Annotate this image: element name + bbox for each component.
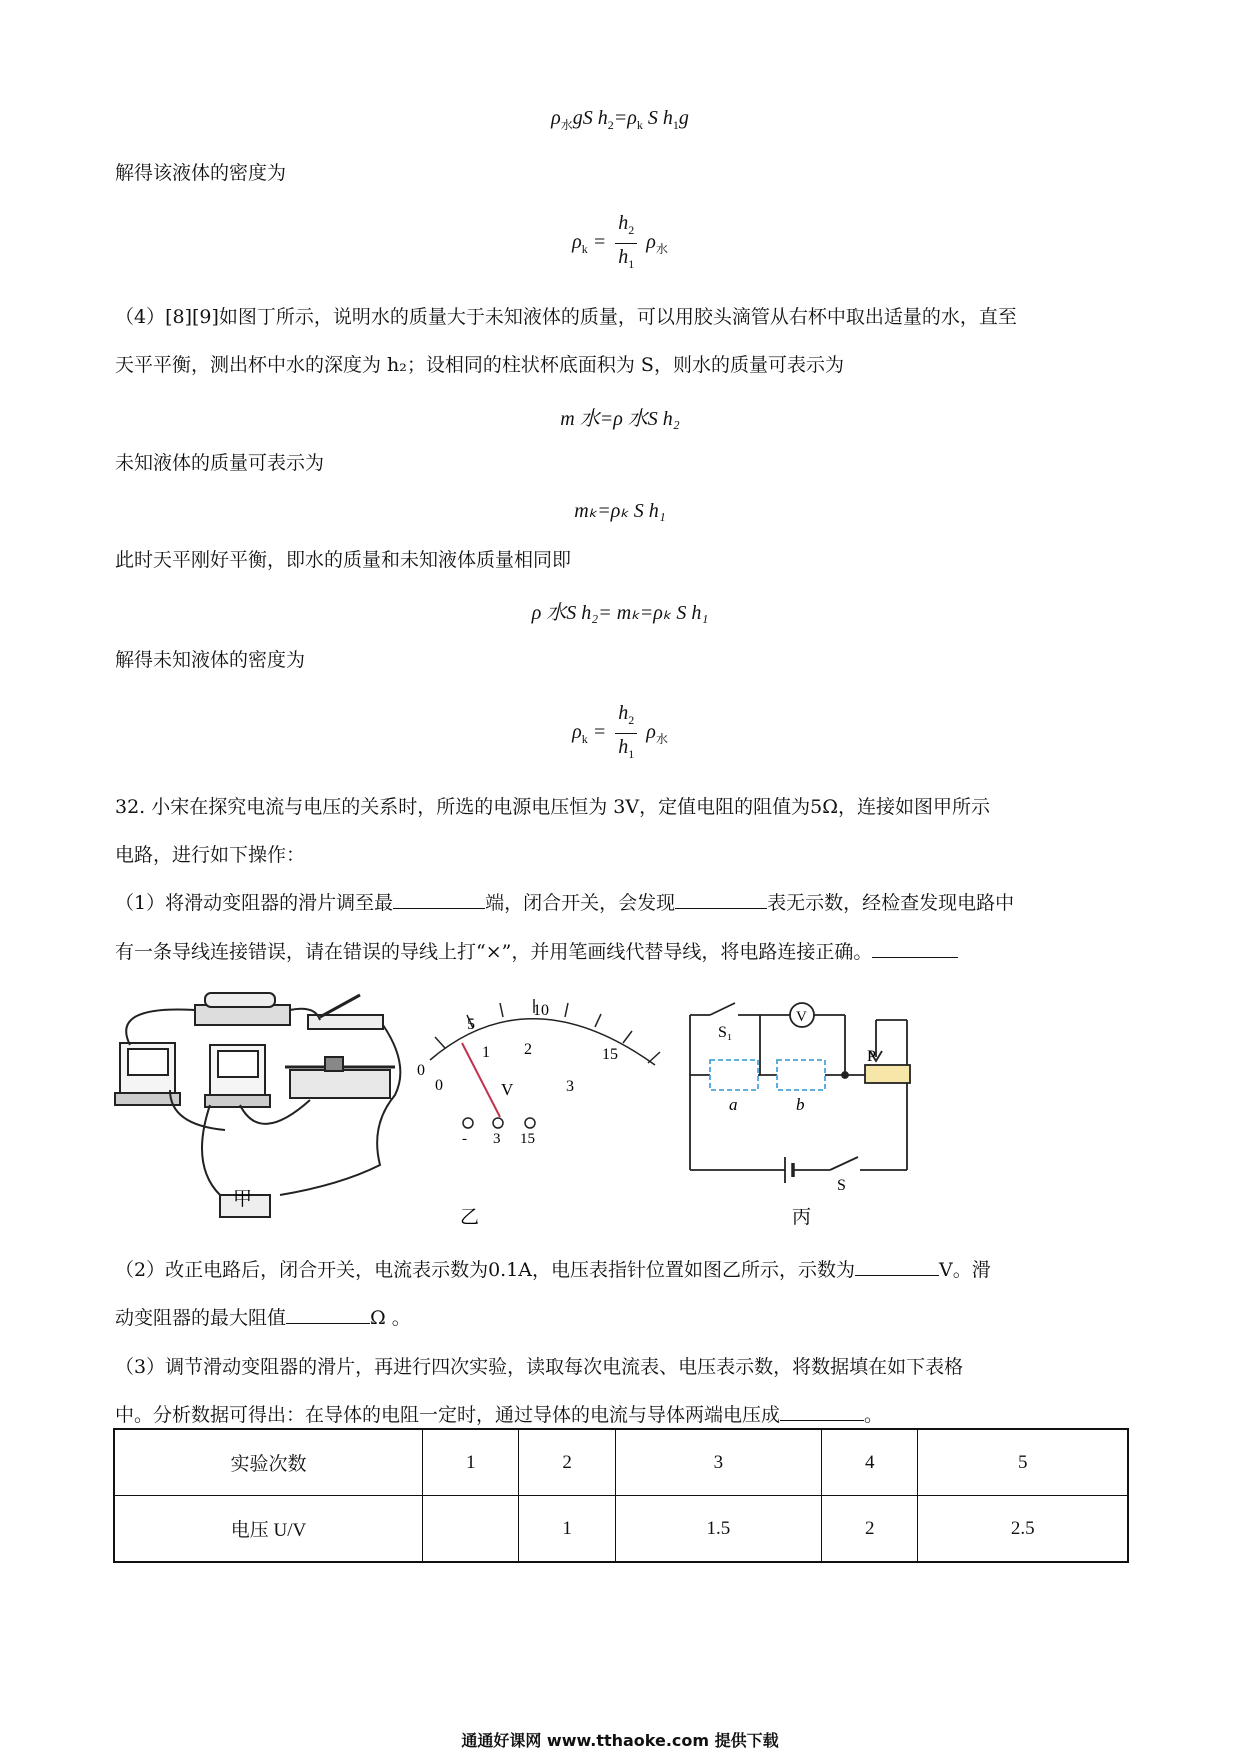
table-cell: 实验次数 xyxy=(114,1429,423,1496)
dial-top-0: 0 xyxy=(417,1062,425,1079)
table-cell: 1.5 xyxy=(615,1496,821,1563)
circuit-label-v: V xyxy=(796,1009,807,1025)
question-32-part-1-line-1: （1）将滑动变阻器的滑片调至最 端，闭合开关，会发现 表无示数，经检查发现电路中 xyxy=(115,892,1015,914)
dial-bottom-3: 3 xyxy=(566,1078,574,1095)
answer-blank-6[interactable] xyxy=(780,1402,864,1421)
answer-blank-4[interactable] xyxy=(855,1257,939,1276)
figure-circuits xyxy=(110,985,1140,1225)
text-balance: 此时天平刚好平衡，即水的质量和未知液体质量相同即 xyxy=(115,549,572,571)
paragraph-4-line-1: （4）[8][9]如图丁所示，说明水的质量大于未知液体的质量，可以用胶头滴管从右杯中取出适量的水，直至 xyxy=(115,306,1017,328)
text-liquid-mass: 未知液体的质量可表示为 xyxy=(115,452,325,474)
table-cell: 1 xyxy=(519,1496,615,1563)
table-row xyxy=(114,1429,1128,1496)
dial-top-10: 10 xyxy=(533,1002,549,1019)
table-row xyxy=(114,1496,1128,1563)
answer-blank-2[interactable] xyxy=(675,890,767,909)
table-cell: 1 xyxy=(423,1429,519,1496)
figure-jia-apparatus xyxy=(115,993,400,1217)
terminal-15: 15 xyxy=(520,1131,535,1147)
question-32-part-2-line-2: 动变阻器的最大阻值 Ω 。 xyxy=(115,1307,411,1329)
question-32-part-3-line-1: （3）调节滑动变阻器的滑片，再进行四次实验，读取每次电流表、电压表示数，将数据填在如下表格 xyxy=(115,1356,964,1378)
data-table xyxy=(113,1428,1129,1563)
answer-blank-3[interactable] xyxy=(872,939,958,958)
dial-top-5: 5 xyxy=(467,1016,475,1033)
answer-blank-1[interactable] xyxy=(393,890,485,909)
circuit-label-p: P xyxy=(867,1048,876,1065)
circuit-label-s1: S₁ xyxy=(718,1024,733,1041)
equation-liquid-mass: mₖ=ρₖ S h₁ xyxy=(574,500,666,522)
equation-water-mass: m 水=ρ 水S h₂ xyxy=(560,408,680,430)
dial-bottom-0: 0 xyxy=(435,1077,443,1094)
dial-bottom-1: 1 xyxy=(482,1044,490,1061)
table-cell: 电压 U/V xyxy=(114,1496,423,1563)
table-cell: 4 xyxy=(822,1429,918,1496)
table-cell: 3 xyxy=(615,1429,821,1496)
question-32-part-2-line-1: （2）改正电路后，闭合开关，电流表示数为0.1A，电压表指针位置如图乙所示，示数为 V。滑 xyxy=(115,1259,991,1281)
dial-unit: V xyxy=(501,1080,514,1099)
question-32-part-1-line-2: 有一条导线连接错误，请在错误的导线上打“×”，并用笔画线代替导线，将电路连接正确。 xyxy=(115,937,958,964)
table-cell: 2.5 xyxy=(918,1496,1128,1563)
dial-top-15: 15 xyxy=(602,1046,618,1063)
table-cell: 2 xyxy=(822,1496,918,1563)
terminal-3: 3 xyxy=(493,1131,501,1147)
terminal-negative: - xyxy=(462,1131,467,1147)
question-32-line-2: 电路，进行如下操作： xyxy=(115,844,306,866)
table-cell: 2 xyxy=(519,1429,615,1496)
dial-bottom-2: 2 xyxy=(524,1041,532,1058)
text-solve-density-2: 解得未知液体的密度为 xyxy=(115,649,306,671)
answer-blank-5[interactable] xyxy=(286,1305,370,1324)
formula-density-1: $\rho_k$ = $\frac{h_2}{h_1}$ $\rho_水$ xyxy=(572,212,668,271)
formula-density-2: $\rho_k$ = $\frac{h_2}{h_1}$ $\rho_水$ xyxy=(572,702,668,761)
circuit-label-s: S xyxy=(837,1177,846,1194)
figure-yi-label: 乙 xyxy=(460,1207,480,1225)
figure-jia-label: 甲 xyxy=(233,1189,253,1210)
figure-bing-label: 丙 xyxy=(792,1207,812,1225)
circuit-label-a: a xyxy=(729,1095,738,1114)
page-footer: 通通好课网 www.tthaoke.com 提供下载 xyxy=(461,1731,779,1750)
paragraph-4-line-2: 天平平衡，测出杯中水的深度为 h₂；设相同的柱状杯底面积为 S，则水的质量可表示为 xyxy=(115,354,844,376)
question-32-line-1: 32. 小宋在探究电流与电压的关系时，所选的电源电压恒为 3V，定值电阻的阻值为5Ω，连接如图甲所示 xyxy=(115,796,990,818)
equation-mass-equal: ρ 水S h₂= mₖ=ρₖ S h₁ xyxy=(531,602,709,624)
table-cell[interactable] xyxy=(423,1496,519,1563)
equation-force-balance: $\rho_水gS$ $h_2=\rho_k$ S $h_1g$ xyxy=(551,107,689,132)
table-cell: 5 xyxy=(918,1429,1128,1496)
circuit-label-b: b xyxy=(796,1095,805,1114)
text-solve-density: 解得该液体的密度为 xyxy=(115,162,287,184)
question-32-part-3-line-2: 中。分析数据可得出：在导体的电阻一定时，通过导体的电流与导体两端电压成 。 xyxy=(115,1404,884,1426)
